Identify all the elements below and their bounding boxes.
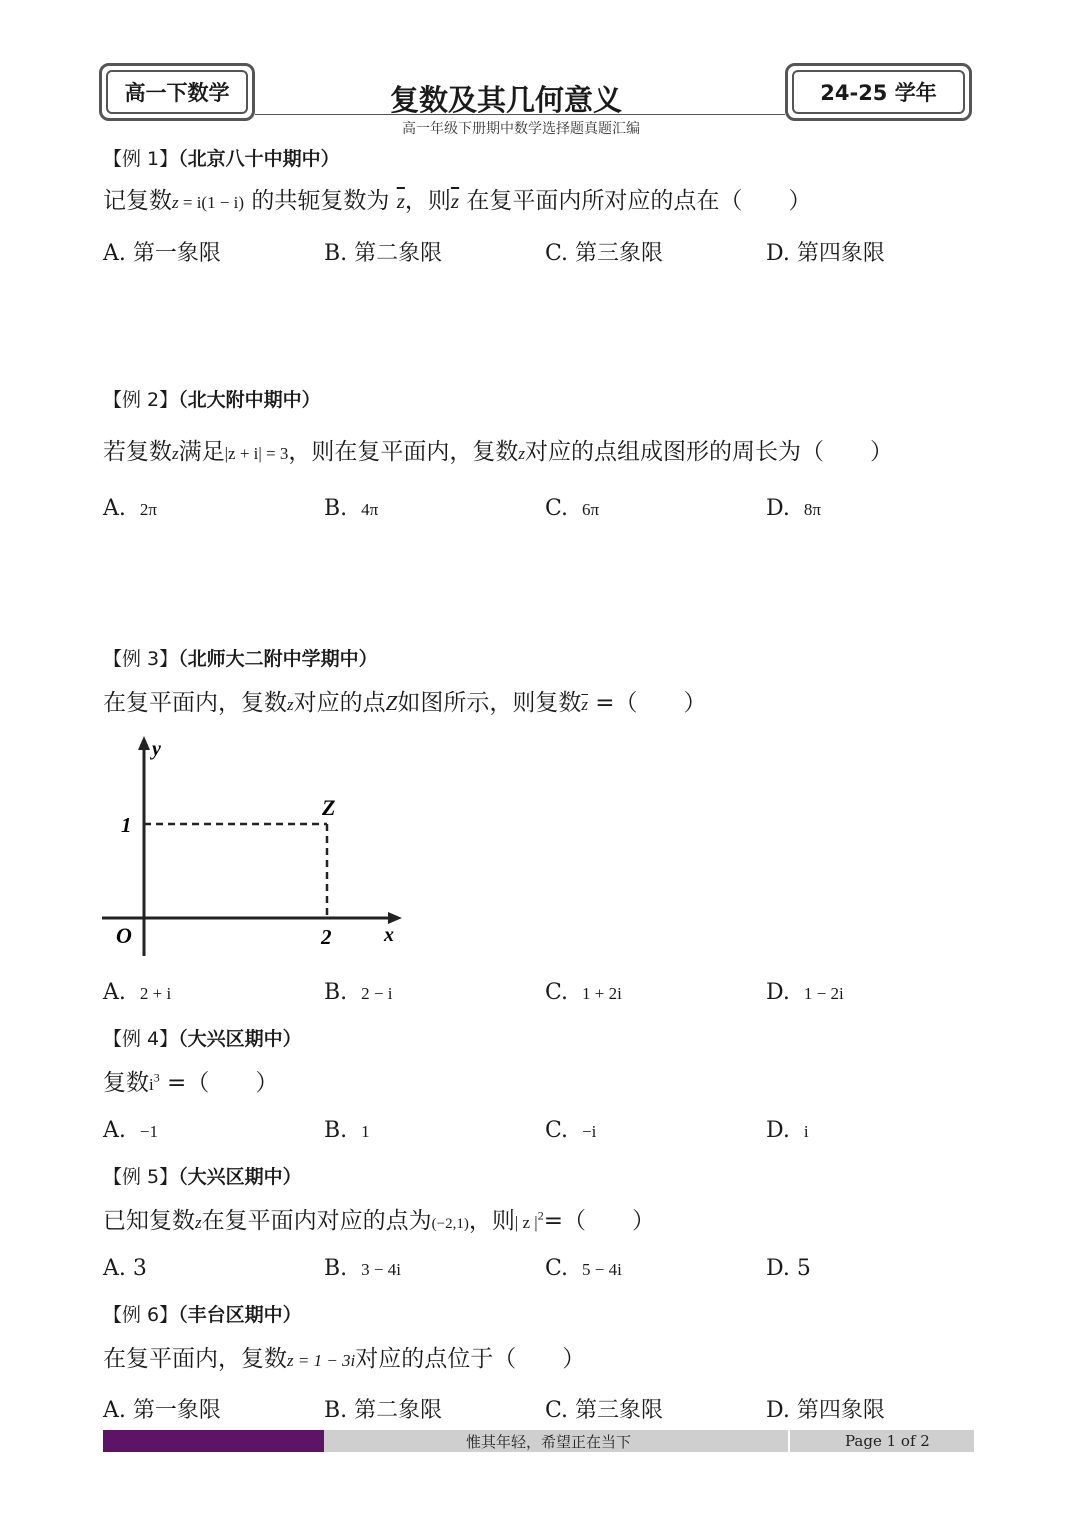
q2-text-b: 满足 — [178, 439, 225, 465]
q2-option-b[interactable] — [324, 496, 378, 521]
q4-text-a: 复数 — [103, 1070, 149, 1096]
q3-option-c[interactable] — [545, 980, 622, 1005]
q2-option-a-letter: A. — [103, 496, 126, 521]
q3-option-d[interactable] — [766, 980, 844, 1005]
example-6-heading — [103, 1300, 302, 1327]
q3-option-b-letter: B. — [324, 980, 348, 1005]
example-5-label: 【例 5】 — [103, 1166, 179, 1188]
example-6-source: （丰台区期中） — [178, 1304, 302, 1326]
q3-option-b-value: 2 − i — [361, 984, 393, 1003]
example-1-label: 【例 1】 — [103, 148, 179, 170]
q2-option-a[interactable] — [103, 496, 157, 521]
y-axis-label: y — [152, 738, 161, 760]
x-axis-label: x — [384, 924, 394, 946]
example-1-source: （北京八十中期中） — [178, 148, 340, 170]
x-axis-arrow — [388, 912, 402, 924]
example-2-label: 【例 2】 — [103, 389, 179, 411]
q5-exponent: 2 — [537, 1208, 544, 1223]
q5-modulus: | z | — [514, 1213, 538, 1232]
q6-option-a[interactable]: A. 第一象限 — [103, 1398, 221, 1423]
q4-option-b[interactable] — [324, 1118, 370, 1143]
q2-text-c: ，则在复平面内，复数 — [288, 439, 519, 465]
footer-divider — [788, 1430, 790, 1452]
y-tick-label: 1 — [121, 813, 132, 837]
q4-option-a-value: −1 — [139, 1122, 158, 1141]
footer-accent-bar — [103, 1430, 324, 1452]
q1-text-d: 在复平面内所对应的点在（ ） — [459, 188, 812, 214]
q6-option-d[interactable]: D. 第四象限 — [766, 1398, 885, 1423]
q4-option-b-value: 1 — [361, 1122, 370, 1141]
page-subtitle: 高一年级下册期中数学选择题真题汇编 — [402, 121, 640, 137]
q5-text-b: 在复平面内对应的点为 — [201, 1208, 432, 1234]
q6-text-a: 在复平面内，复数 — [103, 1346, 287, 1372]
q5-option-a[interactable]: A. 3 — [103, 1256, 147, 1281]
q3-point-Z: Z — [385, 691, 398, 715]
q2-expr: |z + i| = 3 — [224, 444, 289, 463]
q4-option-d[interactable] — [766, 1118, 809, 1143]
example-1-question — [103, 182, 811, 215]
example-1-heading — [103, 144, 340, 171]
q3-conj-z: $\overline{z}$ — [581, 695, 588, 714]
q1-text-a: 记复数 — [103, 188, 172, 214]
q3-var-z: z — [287, 695, 294, 714]
q5-option-b-value: 3 − 4i — [361, 1260, 401, 1279]
q3-text-b: 对应的点 — [293, 690, 386, 716]
q2-option-b-letter: B. — [324, 496, 348, 521]
header-rule — [255, 114, 785, 115]
example-6-question — [103, 1340, 585, 1373]
q4-var-i: i — [149, 1075, 154, 1094]
q1-option-c[interactable]: C. 第三象限 — [545, 241, 664, 266]
q3-text-a: 在复平面内，复数 — [103, 690, 287, 716]
q5-option-c-letter: C. — [545, 1256, 569, 1281]
q1-expr: = i(1 − i) — [178, 193, 245, 212]
q4-option-a[interactable] — [103, 1118, 158, 1143]
q5-option-c-value: 5 − 4i — [582, 1260, 622, 1279]
q2-option-b-value: 4π — [361, 500, 379, 519]
q5-point: (−2,1) — [431, 1216, 469, 1232]
q2-option-c-value: 6π — [582, 500, 600, 519]
q1-text-b: 的共轭复数为 — [244, 188, 397, 214]
q3-option-a[interactable] — [103, 980, 171, 1005]
q1-option-b[interactable]: B. 第二象限 — [324, 241, 443, 266]
example-4-source: （大兴区期中） — [178, 1028, 302, 1050]
example-2-question — [103, 433, 893, 466]
q2-option-d-letter: D. — [766, 496, 790, 521]
q3-option-d-value: 1 − 2i — [803, 984, 844, 1003]
example-4-heading — [103, 1024, 302, 1051]
q1-text-c: ，则 — [404, 188, 451, 214]
q5-text-a: 已知复数 — [103, 1208, 195, 1234]
footer-motto: 惟其年轻，希望正在当下 — [466, 1433, 632, 1451]
q2-option-c[interactable] — [545, 496, 599, 521]
example-5-question — [103, 1202, 655, 1235]
page-number: Page 1 of 2 — [845, 1432, 930, 1450]
example-3-label: 【例 3】 — [103, 648, 179, 670]
q4-option-d-value: i — [803, 1122, 809, 1141]
q5-option-c[interactable] — [545, 1256, 622, 1281]
year-tag — [785, 63, 972, 121]
example-5-source: （大兴区期中） — [178, 1166, 302, 1188]
q5-text-d: =（ ） — [543, 1208, 655, 1234]
q6-option-c[interactable]: C. 第三象限 — [545, 1398, 664, 1423]
point-Z-label: Z — [322, 795, 336, 820]
q1-option-a[interactable]: A. 第一象限 — [103, 241, 221, 266]
example-3-heading — [103, 644, 378, 671]
q4-exponent: 3 — [153, 1070, 160, 1085]
grade-tag-label: 高一下数学 — [106, 70, 248, 114]
x-tick-label: 2 — [321, 925, 332, 949]
q4-text-b: =（ ） — [159, 1070, 279, 1096]
example-4-label: 【例 4】 — [103, 1028, 179, 1050]
complex-plane-figure — [96, 728, 416, 966]
q2-text-a: 若复数 — [103, 439, 172, 465]
year-tag-label: 24-25 学年 — [792, 70, 965, 114]
example-5-heading — [103, 1162, 302, 1189]
q2-var-z: z — [172, 444, 179, 463]
q3-option-c-value: 1 + 2i — [582, 984, 622, 1003]
example-3-question — [103, 684, 707, 717]
q5-option-b[interactable] — [324, 1256, 401, 1281]
q4-option-c[interactable] — [545, 1118, 596, 1143]
origin-label: O — [116, 923, 132, 948]
grade-tag — [99, 63, 255, 121]
q5-option-b-letter: B. — [324, 1256, 348, 1281]
example-6-label: 【例 6】 — [103, 1304, 179, 1326]
example-3-source: （北师大二附中学期中） — [178, 648, 378, 670]
q3-option-a-letter: A. — [103, 980, 126, 1005]
page-title: 复数及其几何意义 — [390, 83, 623, 117]
q6-text-b: 对应的点位于（ ） — [355, 1346, 586, 1372]
q6-expr: z = 1 − 3i — [287, 1351, 356, 1370]
q5-var-z: z — [195, 1213, 202, 1232]
q4-option-c-letter: C. — [545, 1118, 569, 1143]
q3-option-b[interactable] — [324, 980, 392, 1005]
q4-option-a-letter: A. — [103, 1118, 126, 1143]
q1-var-z: z — [172, 193, 179, 212]
q3-text-d: =（ ） — [587, 690, 707, 716]
q3-option-a-value: 2 + i — [139, 984, 172, 1003]
q2-option-d-value: 8π — [803, 500, 821, 519]
q4-option-b-letter: B. — [324, 1118, 348, 1143]
q6-option-b[interactable]: B. 第二象限 — [324, 1398, 443, 1423]
q1-conj-z-2: $\overline{z}$ — [450, 189, 460, 213]
q2-option-d[interactable] — [766, 496, 821, 521]
q3-text-c: 如图所示，则复数 — [397, 690, 582, 716]
example-4-question — [103, 1064, 278, 1097]
q1-conj-z: $\overline{z}$ — [396, 189, 405, 213]
q1-option-d[interactable]: D. 第四象限 — [766, 241, 885, 266]
example-2-heading — [103, 385, 321, 412]
q5-option-d[interactable]: D. 5 — [766, 1256, 811, 1281]
example-2-source: （北大附中期中） — [178, 389, 321, 411]
q3-option-d-letter: D. — [766, 980, 790, 1005]
q5-text-c: ，则 — [468, 1208, 515, 1234]
y-axis-arrow — [138, 736, 150, 750]
q3-option-c-letter: C. — [545, 980, 569, 1005]
q2-option-c-letter: C. — [545, 496, 569, 521]
q2-text-d: 对应的点组成图形的周长为（ ） — [525, 439, 893, 465]
q4-option-c-value: −i — [582, 1122, 597, 1141]
q4-option-d-letter: D. — [766, 1118, 790, 1143]
q2-option-a-value: 2π — [139, 500, 157, 519]
q2-var-z-2: z — [518, 444, 525, 463]
